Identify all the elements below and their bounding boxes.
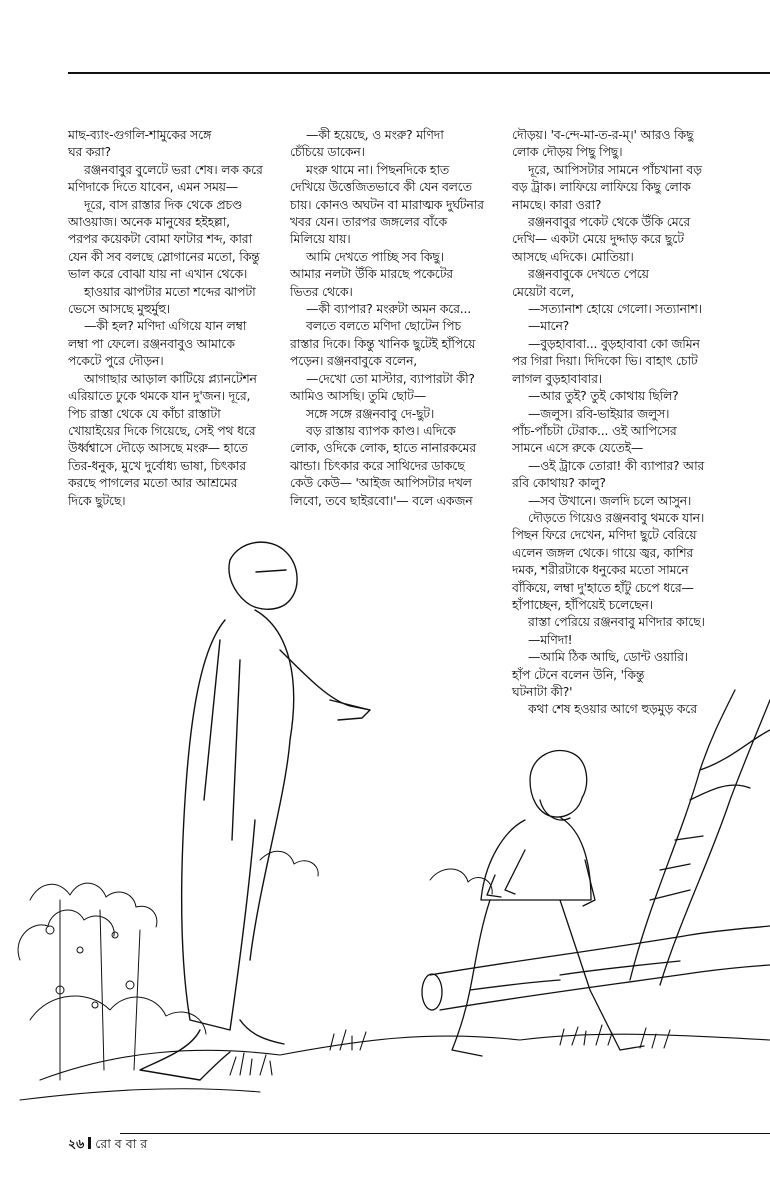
text-line: দেখিয়ে উত্তেজিতভাবে কী যেন বলতে [290,179,472,195]
page-footer [68,1136,147,1152]
text-line: কেউ কেউ— 'আইজ আপিসটার দখল [290,475,472,491]
text-line: লোক, ওদিকে লোক, হাতে নানারকমের [290,440,476,456]
text-line: মণিদাকে দিতে যাবেন, এমন সময়— [68,179,238,195]
text-line: হাঁপাচ্ছেন, হাঁপিয়েই চলেছেন। [512,596,653,612]
text-line: দৌড়য়। 'ব-ন্দে-মা-ত-র-ম্‌।' আরও কিছু [512,127,694,142]
text-line: ঘর করা? [68,144,111,160]
text-line: —মণিদা! [528,631,573,647]
text-line: নামছে। কারা ওরা? [512,196,602,212]
magazine-name: রো ব বা র [95,1136,148,1151]
text-line: —কী হল? মণিদা এগিয়ে যান লম্বা [84,318,247,334]
text-line: —জলুস। রবি-ভাইয়ার জলুস। [528,405,670,421]
text-line: সঙ্গে সঙ্গে রঞ্জনবাবু দে-ছুট। [306,405,435,421]
text-line: —আমি ঠিক আছি, ডোন্ট ওয়ারি। [528,649,688,665]
text-line: —দেখো তো মাস্টার, ব্যাপারটা কী? [306,370,475,386]
text-line: দিকে ছুটছে। [68,492,126,508]
text-line: রবি কোথায়? কালু? [512,475,606,491]
text-line: তির-ধনুক, মুখে দুর্বোধ্য ভাষা, চিৎকার [68,457,246,473]
footer-rule [120,1133,770,1134]
text-line: রাস্তা পেরিয়ে রঞ্জনবাবু মণিদার কাছে। [528,614,705,630]
text-line: উর্ধ্বশ্বাসে দৌড়ে আসছে মংরু— হাতে [68,440,248,456]
text-line: মাছ-ব্যাং-গুগলি-শামুকের সঙ্গে [68,127,212,142]
text-line: মংরু থামে না। পিছনদিকে হাত [306,161,449,177]
text-line: কথা শেষ হওয়ার আগে হুড়মুড় করে [528,701,697,717]
text-line: আগাছার আড়াল কাটিয়ে প্ল্যানটেশন [84,370,257,386]
text-line: করছে পাগলের মতো আর আশ্রমের [68,475,238,491]
text-line: পড়েন। রঞ্জনবাবুকে বলেন, [290,353,418,369]
text-line: আসছে এদিকে। মোতিয়া। [512,248,634,264]
text-line: এরিয়াতে ঢুকে থমকে যান দু'জন। দূরে, [68,388,251,404]
text-line: দৌড়তে গিয়েও রঞ্জনবাবু থমকে যান। [528,509,705,525]
text-line: লোক দৌড়য় পিছু পিছু। [512,144,623,160]
page-number: ২৬ [68,1136,85,1151]
text-line: মেয়েটা বলে, [512,283,575,299]
text-line: ভেসে আসছে মুহুর্মুহু। [68,301,171,317]
text-line: পকেটে পুরে দৌড়ন। [68,353,164,369]
left-bushes [18,851,492,1080]
text-line: দূরে, আপিসটার সামনে পাঁচখানা বড় [528,161,702,177]
text-line: লিবো, তবে ছাইরবো।'— বলে একজন [290,492,473,508]
text-line: রঞ্জনবাবুর পকেট থেকে উঁকি মেরে [528,214,691,230]
text-line: বলতে বলতে মণিদা ছোটেন পিচ [306,318,461,334]
header-rule [68,72,770,74]
text-line: আওয়াজ। অনেক মানুষের হইহল্লা, [68,214,230,230]
text-column-2 [290,126,504,509]
text-line: পিছন ফিরে দেখেন, মণিদা ছুটে বেরিয়ে [512,527,697,543]
text-line: —সত্যানাশ হোয়ে গেলো। সত্যানাশ। [528,301,702,317]
text-line: আমার নলটা উঁকি মারছে পকেটের [290,266,453,282]
text-line: ঝান্ডা। চিৎকার করে সাথিদের ডাকছে [290,457,465,473]
text-line: খোয়াইয়ের দিকে গিয়েছে, সেই পথ ধরে [68,422,256,438]
text-line: যেন কী সব বলছে স্লোগানের মতো, কিন্তু [68,248,260,264]
text-line: বড় ট্রাক। লাফিয়ে লাফিয়ে কিছু লোক [512,179,691,195]
text-line: খবর যেন। তারপর জঙ্গলের বাঁকে [290,214,447,230]
text-line: দমক, শরীরটাকে ধনুকের মতো সামনে [512,562,689,578]
grass-ground [20,1025,770,1100]
text-line: —কী ব্যাপার? মংরুটা অমন করে... [306,301,471,317]
text-line: চেঁচিয়ে ডাকেন। [290,144,365,160]
text-line: বড় রাস্তায় ব্যাপক কাণ্ড। এদিকে [306,422,456,438]
text-line: দেখি— একটা মেয়ে দুদ্দাড় করে ছুটে [512,231,684,247]
text-line: মিলিয়ে যায়। [290,231,351,247]
text-line: লম্বা পা ফেলে। রঞ্জনবাবুও আমাকে [68,335,235,351]
text-line: চায়। কোনও অঘটন বা মারাত্মক দুর্ঘটনার [290,196,484,212]
text-line: দূরে, বাস রাস্তার দিক থেকে প্রচণ্ড [84,196,243,212]
text-line: পাঁচ-পাঁচটা টেরাক... ওই আপিসের [512,422,677,438]
text-line: লাগল বুড়হাবাবার। [512,370,602,386]
text-line: —মানে? [528,318,570,334]
text-line: —বুড়হাবাবা... বুড়হাবাবা কো জমিন [528,335,700,351]
seated-man-figure [452,750,644,1056]
text-line: বাঁকিয়ে, লম্বা দু'হাতে হাঁটু চেপে ধরে— [512,579,694,595]
text-line: হাঁপ টেনে বলেন উনি, 'কিন্তু [512,666,645,682]
text-line: রঞ্জনবাবুর বুলেটে ভরা শেষ। লক করে [84,161,263,177]
text-line: —সব উখানে। জলদি চলে আসুন। [528,492,692,508]
text-line: ভাল করে বোঝা যায় না এখান থেকে। [68,266,248,282]
text-line: সামনে এসে রুকে যেতেই— [512,440,644,456]
text-line: আমিও আসছি। তুমি ছোট— [290,388,426,404]
text-line: —ওই ট্রাকে তোরা! কী ব্যাপার? আর [528,457,704,473]
text-line: —কী হয়েছে, ও মংরু? মণিদা [306,127,444,142]
text-line: —আর তুই? তুই কোথায় ছিলি? [528,388,679,404]
text-line: এলেন জঙ্গল থেকে। গায়ে জ্বর, কাশির [512,544,693,560]
text-line: পিচ রাস্তা থেকে যে কাঁচা রাস্তাটা [68,405,221,421]
text-line: রঞ্জনবাবুকে দেখতে পেয়ে [528,266,649,282]
text-line: হাওয়ার ঝাপটার মতো শব্দের ঝাপটা [84,283,256,299]
text-line: ঘটনাটা কী?' [512,684,573,699]
text-line: ভিতর থেকে। [290,283,353,299]
text-column-1 [68,126,282,509]
footer-separator [88,1137,91,1149]
text-line: আমি দেখতে পাচ্ছি সব কিছু। [306,248,444,264]
text-line: পর গিরা দিয়া। দিদিকো ভি। বাহাৎ চোট [512,353,698,369]
text-line: রাস্তার দিকে। কিন্তু খানিক ছুটেই হাঁপিয়ে [290,335,476,351]
line-illustration [0,520,770,1120]
text-line: পরপর কয়েকটা বোমা ফাটার শব্দ, কারা [68,231,252,247]
standing-man-figure [140,542,370,1080]
